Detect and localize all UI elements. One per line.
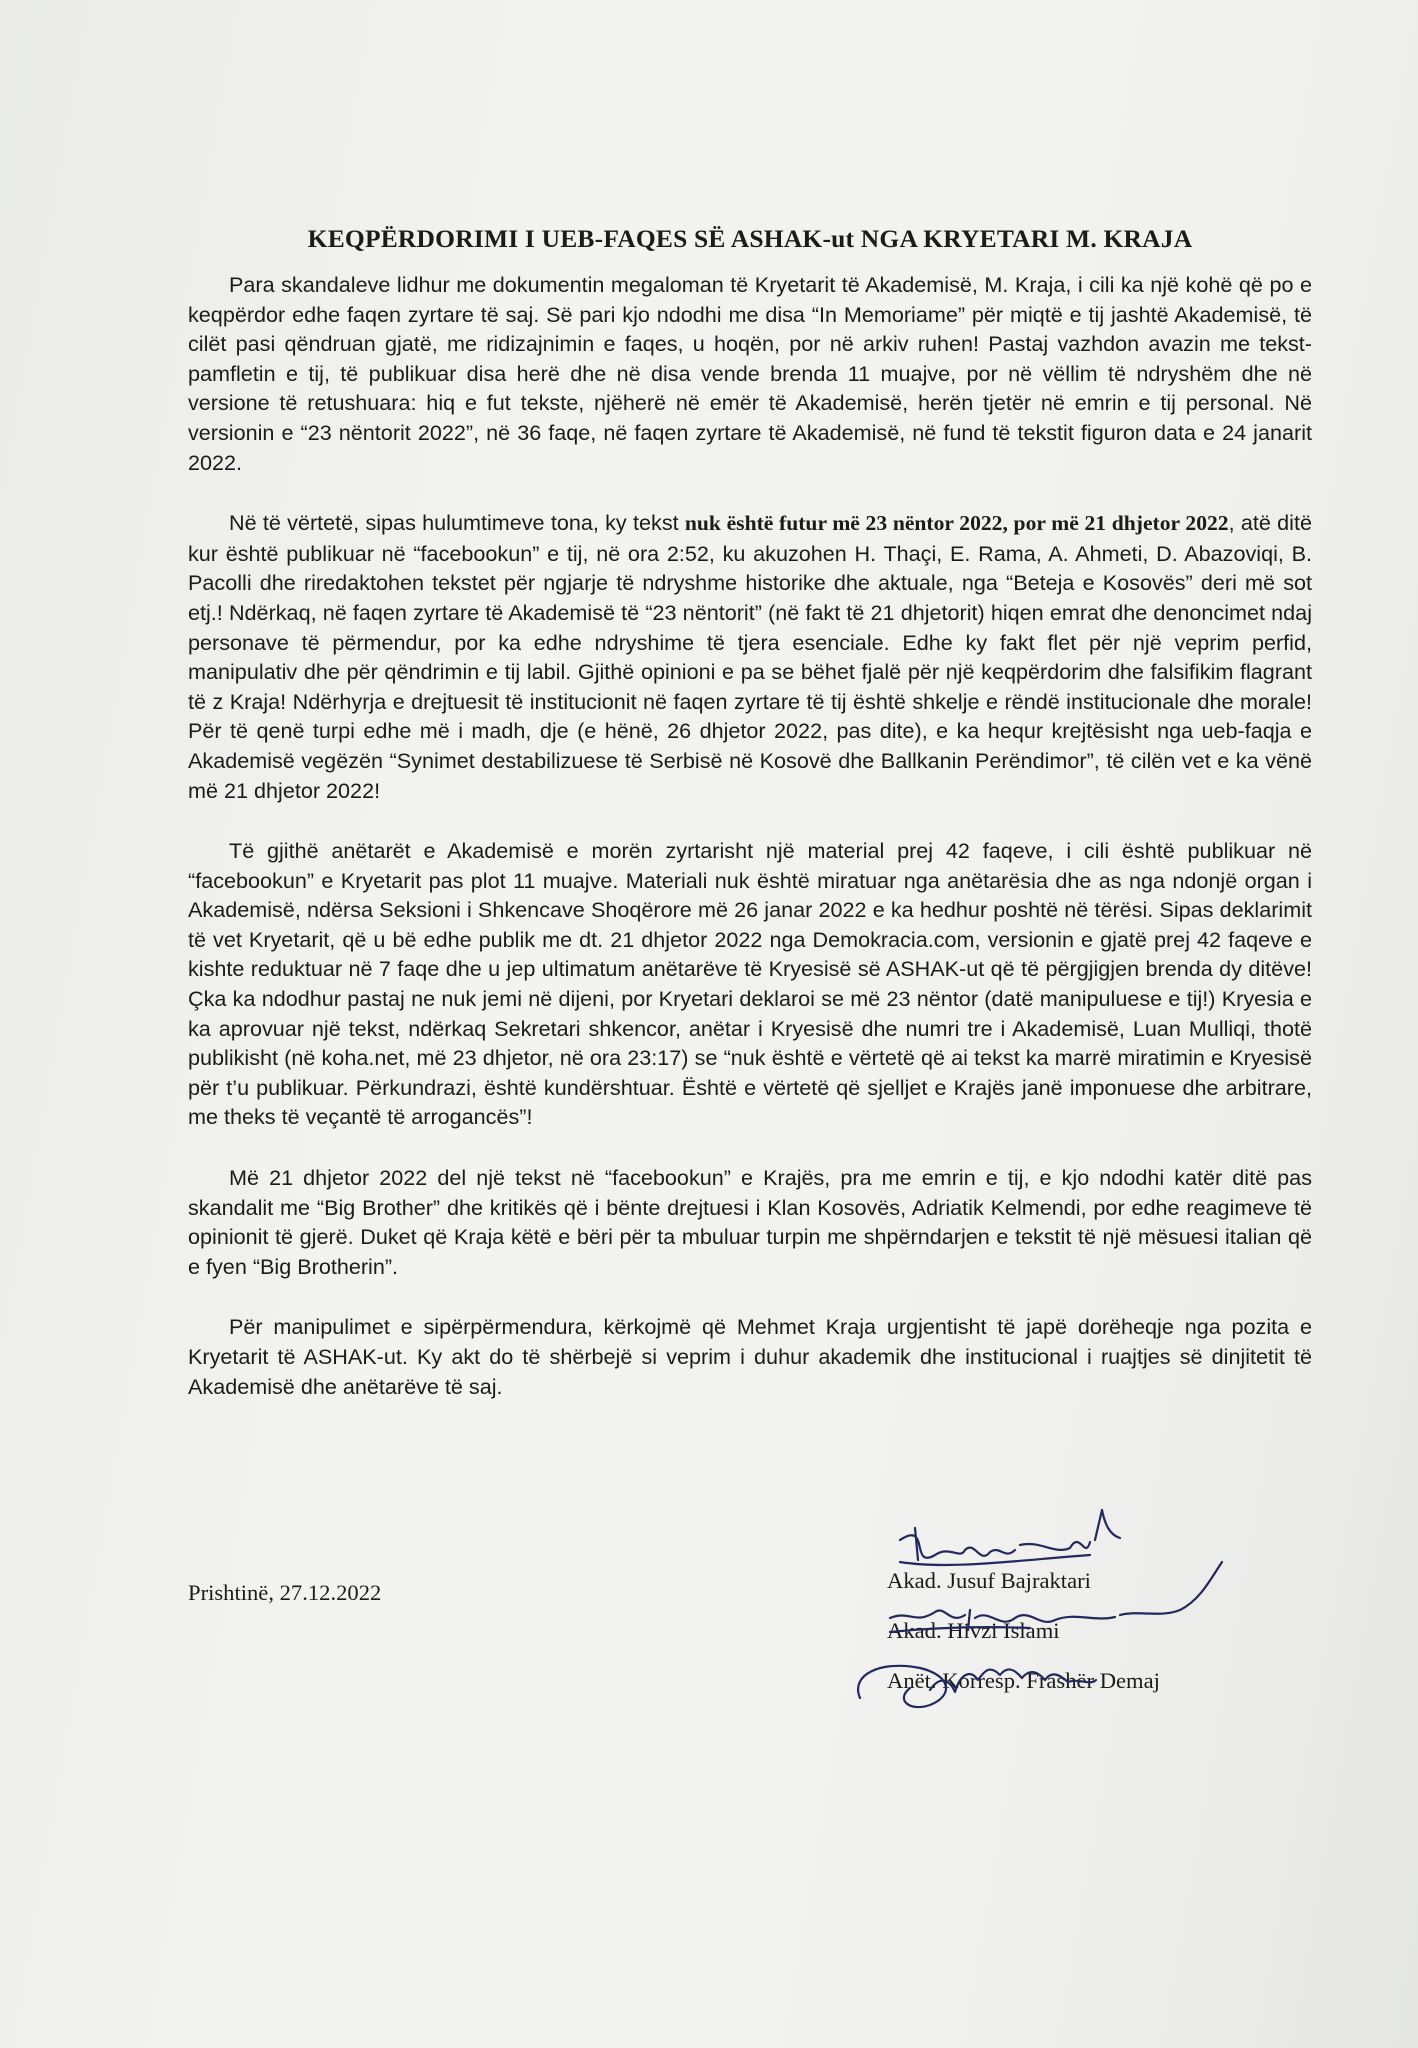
paragraph-text: Për manipulimet e sipërpërmendura, kërkojmë që Mehmet Kraja urgjentisht të japë dorëheqje nga pozita e Kryetarit të ASHAK-ut. Ky akt do të shërbejë si veprim i duhur akademik dhe institucional i ruajtjes së dinjitetit të Akademisë dhe anëtarëve të saj.	[188, 1314, 1312, 1399]
paragraph-text: Para skandaleve lidhur me dokumentin megaloman të Kryetarit të Akademisë, M. Kraja, i cili ka një kohë që po e keqpërdor edhe faqen zyrtare të saj. Së pari kjo ndodhi me disa “In Memoriame” për miqtë e tij jashtë Akademisë, të cilët pasi qëndruan gjatë, me ridizajnimin e faqes, u hoqën, por në arkiv ruhen! Pastaj vazhdon avazin me tekst-pamfletin e tij, të publikuar disa herë dhe në disa vende brenda 11 muajve, por në vëllim të ndryshëm dhe në versione të retushuara: hiq e fut tekste, njëherë në emër të Akademisë, herën tjetër në emrin e tij personal. Në versionin e “23 nëntorit 2022”, në 36 faqe, në faqen zyrtare të Akademisë, në fund të tekstit figuron data e 24 janarit 2022.	[188, 272, 1312, 475]
letter-body	[188, 222, 1312, 1432]
bold-emphasis: nuk është futur më 23 nëntor 2022, por më 21 dhjetor 2022	[684, 511, 1229, 536]
paragraph-1	[188, 270, 1312, 477]
place-date: Prishtinë, 27.12.2022	[188, 1580, 382, 1605]
paragraph-3	[188, 836, 1312, 1132]
document-title: KEQPËRDORIMI I UEB-FAQES SË ASHAK-ut NGA KRYETARI M. KRAJA	[307, 224, 1193, 253]
signatory-2: Akad. Hivzi Islami	[887, 1618, 1060, 1643]
signature-1	[900, 1510, 1120, 1565]
paragraph-text: Të gjithë anëtarët e Akademisë e morën zyrtarisht një material prej 42 faqeve, i cili është publikuar në “facebookun” e Kryetarit pas plot 11 muajve. Materiali nuk është miratuar nga anëtarësia dhe as nga ndonjë organ i Akademisë, ndërsa Seksioni i Shkencave Shoqërore më 26 janar 2022 e ka hedhur poshtë në tërësi. Sipas deklarimit të vet Kryetarit, që u bë edhe publik me dt. 21 dhjetor 2022 nga Demokracia.com, versionin e gjatë prej 42 faqeve e kishte reduktuar në 7 faqe dhe u jep ultimatum anëtarëve të Kryesisë së ASHAK-ut që të përgjigjen brenda dy ditëve! Çka ka ndodhur pastaj ne nuk jemi në dijeni, por Kryetari deklaroi se më 23 nëntor (datë manipuluese e tij!) Kryesia e ka aprovuar një tekst, ndërkaq Sekretari shkencor, anëtar i Kryesisë dhe numri tre i Akademisë, Luan Mulliqi, thotë publikisht (në koha.net, më 23 dhjetor, në ora 23:17) se “nuk është e vërtetë që ai tekst ka marrë miratimin e Kryesisë për t’u publikuar. Përkundrazi, është kundërshtuar. Është e vërtetë që sjelljet e Krajës janë imponuese dhe arbitrare, me theks të veçantë të arrogancës”!	[188, 838, 1312, 1130]
paragraph-container	[188, 270, 1312, 1401]
signatory-1: Akad. Jusuf Bajraktari	[887, 1568, 1091, 1593]
paragraph-4	[188, 1163, 1312, 1281]
paragraph-2	[188, 508, 1312, 805]
paragraph-text: Në të vërtetë, sipas hulumtimeve tona, ky tekst	[229, 510, 685, 536]
paragraph-5	[188, 1312, 1312, 1401]
paragraph-text: , atë ditë kur është publikuar në “facebookun” e tij, në ora 2:52, ku akuzohen H. Thaçi, E. Rama, A. Ahmeti, D. Abazoviqi, B. Pacolli dhe riredaktohen tekstet për ngjarje të ndryshme historike dhe aktuale, nga “Beteja e Kosovës” deri më sot etj.! Ndërkaq, në faqen zyrtare të Akademisë të “23 nëntorit” (në fakt të 21 dhjetorit) hiqen emrat dhe denoncimet ndaj personave të përmendur, por ka edhe ndryshime të tjera esenciale. Edhe ky fakt flet për një veprim perfid, manipulativ dhe për qëndrimin e tij labil. Gjithë opinioni e pa se bëhet fjalë për një keqpërdorim dhe falsifikim flagrant të z Kraja! Ndërhyrja e drejtuesit të institucionit në faqen zyrtare të tij është shkelje e rëndë institucionale dhe morale! Për të qenë turpi edhe më i madh, dje (e hënë, 26 dhjetor 2022, pas dite), e ka hequr krejtësisht nga ueb-faqja e Akademisë vegëzën “Synimet destabilizuese të Serbisë në Kosovë dhe Ballkanin Perëndimor”, të cilën vet e ka vënë më 21 dhjetor 2022!	[188, 510, 1312, 803]
signatory-3: Anët. Korresp. Frashër Demaj	[887, 1668, 1160, 1693]
handwritten-signatures	[840, 1500, 1240, 1730]
paragraph-text: Më 21 dhjetor 2022 del një tekst në “facebookun” e Krajës, pra me emrin e tij, e kjo ndodhi katër ditë pas skandalit me “Big Brother” dhe kritikës që i bënte drejtuesi i Klan Kosovës, Adriatik Kelmendi, por edhe reagimeve të opinionit të gjerë. Duket që Kraja këtë e bëri për ta mbuluar turpin me shpërndarjen e tekstit të një mësuesi italian që e fyen “Big Brotherin”.	[188, 1165, 1312, 1279]
